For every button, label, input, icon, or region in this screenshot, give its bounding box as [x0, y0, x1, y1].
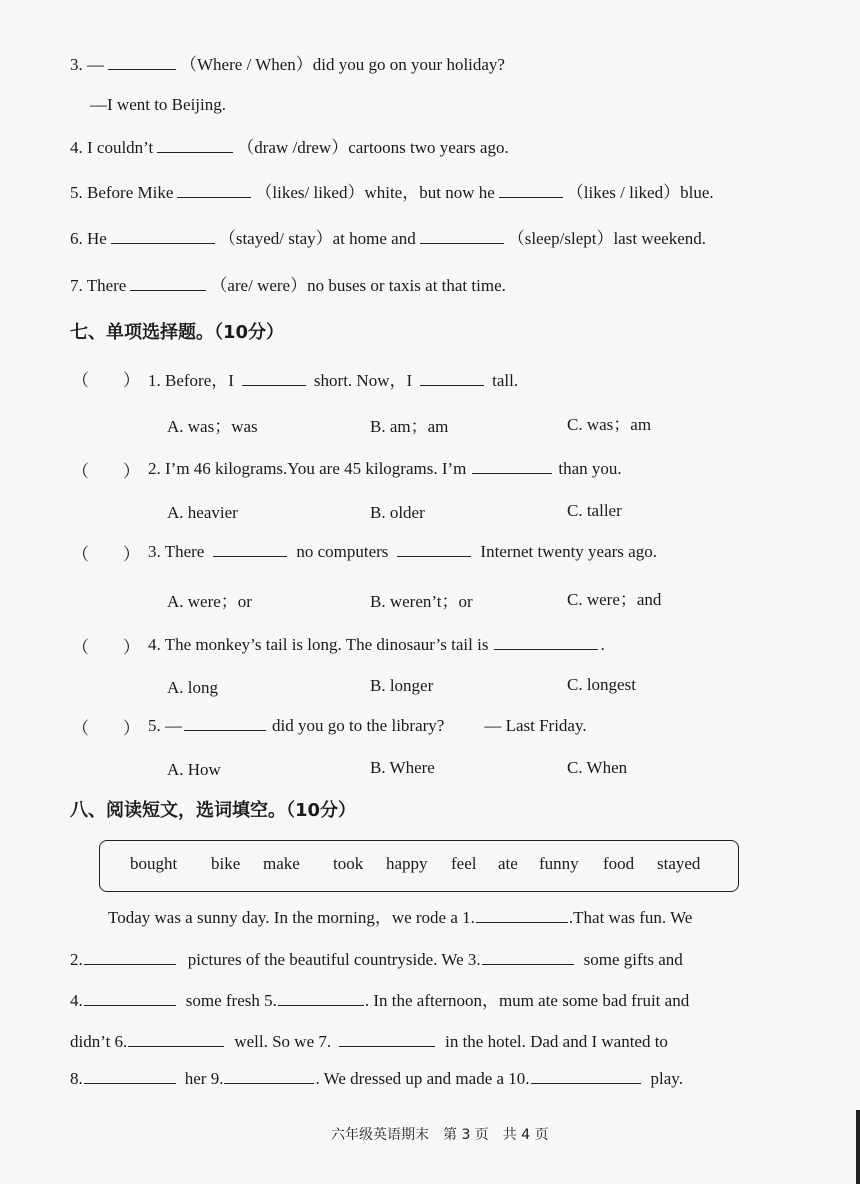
- option-a[interactable]: A. heavier: [167, 503, 238, 522]
- answer-blank[interactable]: [84, 1067, 176, 1084]
- word-bank-item: stayed: [657, 854, 701, 873]
- scan-edge: [856, 1110, 860, 1184]
- item-text: （likes / liked）blue.: [566, 183, 714, 202]
- question-text: 2. I’m 46 kilograms.You are 45 kilograms. I’m: [148, 459, 467, 478]
- passage-text: in the hotel. Dad and I wanted to: [445, 1032, 668, 1051]
- option-b[interactable]: B. Where: [370, 758, 435, 777]
- answer-blank[interactable]: [482, 948, 574, 965]
- passage-text: . We dressed up and made a 10.: [315, 1069, 530, 1088]
- word-bank: [99, 840, 739, 892]
- option-a[interactable]: A. How: [167, 760, 221, 779]
- option-a[interactable]: A. were；or: [167, 592, 252, 611]
- answer-paren[interactable]: （ ）: [72, 371, 140, 390]
- question-text: did you go to the library?: [272, 716, 445, 735]
- passage-line-5: [70, 1067, 683, 1089]
- answer-blank[interactable]: [128, 1030, 224, 1047]
- item-text: （Where / When）did you go on your holiday?: [180, 55, 505, 74]
- answer-blank[interactable]: [177, 181, 251, 198]
- item-number: 3. —: [70, 55, 104, 74]
- answer-blank[interactable]: [499, 181, 563, 198]
- answer-paren[interactable]: （ ）: [72, 638, 140, 657]
- item-4: [70, 133, 509, 158]
- item-3-answer: [90, 95, 226, 115]
- item-text: —I went to Beijing.: [90, 95, 226, 114]
- item-text: （likes/ liked）white，but now he: [255, 183, 495, 202]
- passage-text: .That was fun. We: [568, 908, 693, 927]
- question-text: Internet twenty years ago.: [480, 542, 657, 561]
- answer-blank[interactable]: [111, 227, 215, 244]
- question-text: — Last Friday.: [484, 716, 587, 735]
- answer-blank[interactable]: [213, 540, 287, 557]
- question-2: [148, 457, 622, 479]
- option-c[interactable]: C. were；and: [567, 590, 662, 609]
- answer-blank[interactable]: [278, 989, 364, 1006]
- answer-paren[interactable]: （ ）: [72, 462, 140, 481]
- item-number: 7. There: [70, 276, 127, 295]
- question-text: tall.: [492, 371, 519, 390]
- item-text: （draw /drew）cartoons two years ago.: [237, 138, 509, 157]
- item-text: （sleep/slept）last weekend.: [507, 229, 706, 248]
- option-c[interactable]: C. When: [567, 758, 628, 777]
- answer-blank[interactable]: [494, 633, 598, 650]
- answer-blank[interactable]: [184, 714, 266, 731]
- item-7: [70, 271, 506, 296]
- passage-text: well. So we 7.: [234, 1032, 332, 1051]
- passage-text: her 9.: [184, 1069, 224, 1088]
- passage-line-3: [70, 986, 689, 1011]
- passage-text: 4.: [70, 991, 83, 1010]
- answer-blank[interactable]: [476, 906, 568, 923]
- question-text: 5. —: [148, 716, 182, 735]
- option-c[interactable]: C. was；am: [567, 415, 652, 434]
- option-c[interactable]: C. longest: [567, 675, 636, 694]
- option-a[interactable]: A. long: [167, 678, 218, 697]
- question-text: .: [600, 635, 605, 654]
- option-a[interactable]: A. was；was: [167, 417, 258, 436]
- passage-line-4: [70, 1030, 668, 1052]
- answer-blank[interactable]: [339, 1030, 435, 1047]
- question-5: [148, 714, 587, 736]
- passage-text: some gifts and: [583, 950, 683, 969]
- passage-text: 2.: [70, 950, 83, 969]
- item-text: （are/ were）no buses or taxis at that time.: [210, 276, 506, 295]
- item-number: 6. He: [70, 229, 107, 248]
- word-bank-item: bike: [211, 854, 241, 873]
- word-bank-item: make: [263, 854, 300, 873]
- passage-text: 8.: [70, 1069, 83, 1088]
- answer-blank[interactable]: [84, 989, 176, 1006]
- answer-blank[interactable]: [531, 1067, 641, 1084]
- word-bank-item: ate: [498, 854, 518, 873]
- section-8-title: 八、阅读短文，选词填空。（10分）: [70, 800, 357, 821]
- answer-blank[interactable]: [224, 1067, 314, 1084]
- option-b[interactable]: B. am；am: [370, 417, 449, 436]
- answer-paren[interactable]: （ ）: [72, 545, 140, 564]
- passage-line-2: [70, 948, 683, 970]
- answer-paren[interactable]: （ ）: [72, 719, 140, 738]
- passage-text: play.: [650, 1069, 683, 1088]
- option-b[interactable]: B. longer: [370, 676, 434, 695]
- item-6: [70, 224, 706, 249]
- passage-text: . In the afternoon，mum ate some bad fruit and: [364, 991, 690, 1010]
- answer-blank[interactable]: [397, 540, 471, 557]
- item-3: [70, 50, 505, 75]
- answer-blank[interactable]: [242, 369, 306, 386]
- passage-text: some fresh 5.: [185, 991, 277, 1010]
- answer-blank[interactable]: [130, 274, 206, 291]
- answer-blank[interactable]: [84, 948, 176, 965]
- item-number: 5. Before Mike: [70, 183, 174, 202]
- question-3: [148, 540, 657, 562]
- option-b[interactable]: B. weren’t；or: [370, 592, 473, 611]
- item-5: [70, 178, 714, 203]
- word-bank-item: happy: [386, 854, 428, 873]
- page-footer: 六年级英语期末 第 3 页 共 4 页: [331, 1127, 549, 1143]
- answer-blank[interactable]: [420, 227, 504, 244]
- word-bank-item: took: [333, 854, 364, 873]
- option-c[interactable]: C. taller: [567, 501, 622, 520]
- answer-blank[interactable]: [420, 369, 484, 386]
- answer-blank[interactable]: [108, 53, 176, 70]
- question-text: 3. There: [148, 542, 205, 561]
- passage-text: Today was a sunny day. In the morning，we rode a 1.: [108, 908, 475, 927]
- passage-line-1: [108, 903, 692, 928]
- question-text: short. Now，I: [313, 371, 413, 390]
- question-text: 1. Before，I: [148, 371, 234, 390]
- word-bank-item: food: [603, 854, 635, 873]
- section-7-title: 七、单项选择题。（10分）: [70, 322, 285, 343]
- word-bank-item: feel: [451, 854, 477, 873]
- question-text: 4. The monkey’s tail is long. The dinosaur’s tail is: [148, 635, 489, 654]
- answer-blank[interactable]: [472, 457, 552, 474]
- item-text: （stayed/ stay）at home and: [218, 229, 416, 248]
- option-b[interactable]: B. older: [370, 503, 425, 522]
- answer-blank[interactable]: [157, 136, 233, 153]
- question-text: no computers: [296, 542, 389, 561]
- word-bank-item: funny: [539, 854, 579, 873]
- question-text: than you.: [558, 459, 622, 478]
- item-number: 4. I couldn’t: [70, 138, 154, 157]
- question-1: [148, 366, 518, 391]
- passage-text: pictures of the beautiful countryside. We 3.: [187, 950, 481, 969]
- passage-text: didn’t 6.: [70, 1032, 128, 1051]
- word-bank-item: bought: [130, 854, 178, 873]
- question-4: [148, 633, 605, 655]
